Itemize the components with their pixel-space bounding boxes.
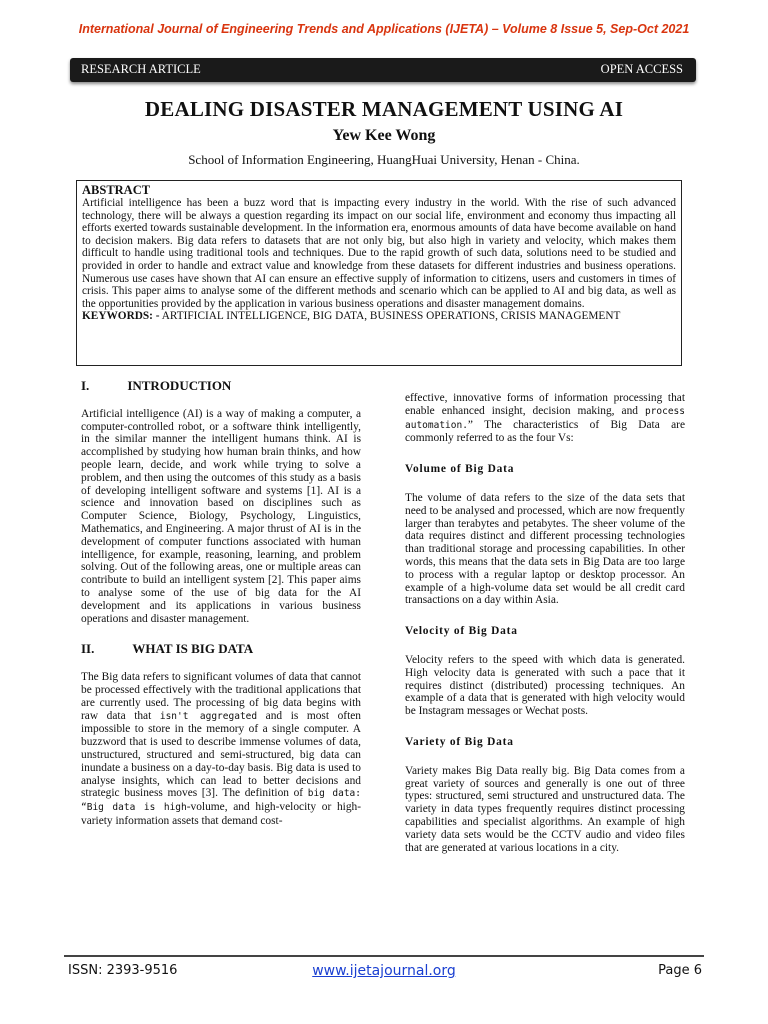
author-name: Yew Kee Wong	[332, 127, 436, 144]
text-run-mono: process automation.	[405, 405, 685, 431]
open-access-label: OPEN ACCESS	[600, 62, 683, 76]
author-affiliation: School of Information Engineering, HuangHuai University, Henan - China.	[188, 152, 580, 167]
subheading-volume: Volume of Big Data	[405, 463, 515, 476]
keywords-label: KEYWORDS: -	[82, 310, 160, 323]
keywords-list: ARTIFICIAL INTELLIGENCE, BIG DATA, BUSINESS OPERATIONS, CRISIS MANAGEMENT	[161, 310, 621, 323]
section-title: WHAT IS BIG DATA	[132, 641, 254, 657]
footer-website-link[interactable]: www.ijetajournal.org	[312, 963, 456, 979]
section-heading-introduction	[81, 380, 361, 393]
abstract-box	[76, 180, 682, 366]
section-number: I.	[81, 378, 90, 393]
subheading-variety: Variety of Big Data	[405, 735, 514, 748]
journal-header: International Journal of Engineering Trends and Applications (IJETA) – Volume 8 Issue 5, Sep-Oct 2021	[78, 22, 690, 36]
right-column	[405, 392, 685, 867]
text-run: -volume, and high-velocity or high-variety information assets that demand cost-	[81, 801, 362, 827]
text-run-mono: isn't aggregated	[159, 710, 258, 722]
keywords	[82, 310, 676, 323]
text-run: The Big data refers to significant volumes of data that cannot be processed effectively with the traditional applications that are currently used. The processing of big data begins with raw data that	[81, 671, 361, 722]
article-banner	[70, 58, 696, 82]
article-type-label: RESEARCH ARTICLE	[81, 62, 201, 76]
continuation-paragraph	[405, 392, 685, 445]
section-number: II.	[81, 641, 95, 657]
volume-paragraph: The volume of data refers to the size of the data sets that need to be analysed and processed, which are now frequently larger than terabytes and petabytes. The sheer volume of the data requires distinct and different processing technologies than traditional storage and processing capabilities. In other words, this means that the data sets in Big Data are too large to process with a regular laptop or desktop processor. An example of a high-volume data set would be all credit card transactions on a day within Asia.	[405, 491, 685, 607]
footer-issn: ISSN: 2393-9516	[68, 963, 178, 978]
introduction-paragraph: Artificial intelligence (AI) is a way of making a computer, a computer-controlled robot, or a software think intelligently, in the similar manner the intelligent humans think. AI is accomplished by studying how human brain thinks, and how people learn, decide, and work while trying to solve a problem, and then using the outcomes of this study as a basis of developing intelligent software and systems [1]. AI is a science and innovation based on disciplines such as Computer Science, Biology, Psychology, Linguistics, Mathematics, and Engineering. A major thrust of AI is in the development of computer functions associated with human intelligence, for example, reasoning, learning, and problem solving. Out of the following areas, one or multiple areas can contribute to build an intelligent system [2]. This paper aims to analyse some of the use of big data for the AI development and its applications in various business operations and disaster management.	[81, 407, 361, 625]
variety-paragraph: Variety makes Big Data really big. Big Data comes from a great variety of sources and generally is one out of three types: structured, semi structured and unstructured data. The variety in data types frequently requires distinct processing capabilities and specialist algorithms. An example of high variety data sets would be the CCTV audio and video files that are generated at various locations in a city.	[405, 764, 685, 854]
left-column	[81, 380, 361, 841]
text-run: effective, innovative forms of information processing that enable enhanced insight, decision making, and	[405, 392, 685, 417]
paper-title: DEALING DISASTER MANAGEMENT USING AI	[144, 97, 624, 121]
text-run: ” The characteristics of Big Data are commonly referred to as the four Vs:	[405, 418, 685, 445]
footer-divider	[64, 955, 704, 957]
velocity-paragraph: Velocity refers to the speed with which data is generated. High velocity data is generated with such a pace that it requires distinct (distributed) processing techniques. An example of a data that is generated with high velocity would be Instagram messages or Wechat posts.	[405, 653, 685, 718]
big-data-paragraph	[81, 671, 361, 828]
subheading-velocity: Velocity of Big Data	[405, 625, 518, 638]
abstract-text: Artificial intelligence has been a buzz word that is impacting every industry in the world. With the rise of such advanced technology, there will be always a question regarding its impact on our social life, environment and economy thus impacting all efforts exerted towards sustainable development. In the information era, enormous amounts of data have become available on hand to decision makers. Big data refers to datasets that are not only big, but also high in variety and velocity, which makes them difficult to handle using traditional tools and techniques. Due to the rapid growth of such data, solutions need to be studied and provided in order to handle and extract value and knowledge from these datasets for different industries and business operations. Numerous use cases have shown that AI can ensure an effective supply of information to citizens, users and customers in times of crisis. This paper aims to analyse some of the different methods and scenario which can be applied to AI and big data, as well as the opportunities provided by the application in various business operations and disaster management domains.	[82, 197, 676, 310]
footer-page-number: Page 6	[658, 963, 702, 978]
abstract-heading: ABSTRACT	[82, 183, 151, 197]
text-run: and is most often impossible to store in the memory of a single computer. A buzzword that is used to describe immense volumes of data, unstructured, structured and semi-structured, big data can inundate a business on a day-to-day basis. Big data is used to analyse insights, which can lead to better decisions and strategic business moves [3]. The definition of	[81, 709, 362, 800]
section-title: INTRODUCTION	[127, 378, 232, 393]
text-run-mono: big data: “Big data is high	[81, 788, 361, 814]
section-heading-big-data	[81, 643, 361, 656]
